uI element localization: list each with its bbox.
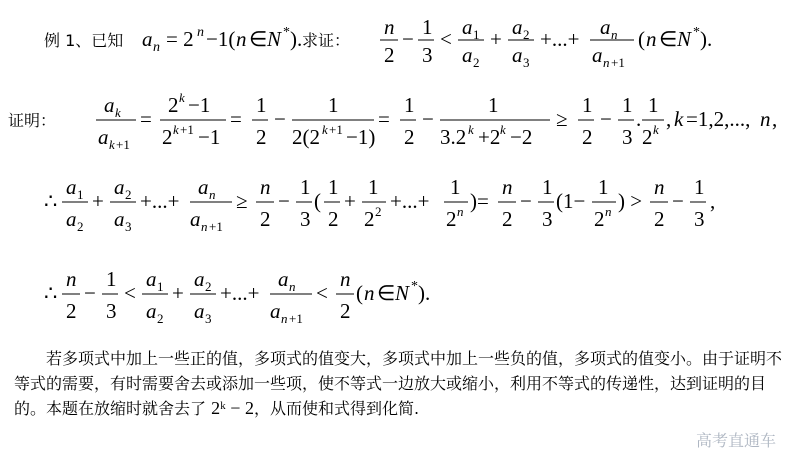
svg-text:=: = xyxy=(140,107,152,131)
svg-text:n: n xyxy=(236,27,247,51)
svg-text:+1: +1 xyxy=(329,122,343,137)
svg-text:k: k xyxy=(115,105,121,120)
svg-text:n: n xyxy=(66,267,77,291)
svg-text:+2: +2 xyxy=(478,125,501,149)
svg-text:1: 1 xyxy=(106,267,117,291)
svg-text:1: 1 xyxy=(368,175,379,199)
svg-text:−: − xyxy=(600,107,612,131)
svg-text:a: a xyxy=(278,267,289,291)
svg-text:3: 3 xyxy=(422,43,433,67)
svg-text:n: n xyxy=(289,279,296,294)
svg-text:a: a xyxy=(512,43,523,67)
svg-text:2: 2 xyxy=(66,299,77,323)
svg-text:1: 1 xyxy=(542,175,553,199)
svg-text:.: . xyxy=(636,107,642,131)
svg-text:≥: ≥ xyxy=(556,107,568,131)
svg-text:1: 1 xyxy=(328,175,339,199)
svg-text:n: n xyxy=(197,25,204,40)
svg-text:−: − xyxy=(278,189,290,213)
svg-text:∈: ∈ xyxy=(659,27,678,51)
paragraph-text: 若多项式中加上一些正的值，多项式的值变大，多项式中加上一些负的值，多项式的值变小。由于证明不等式的需要，有时需要舍去或添加一些项，使不等式一边放大或缩小，利用不等式的传递性，达到证明的目的。本题在放缩时就舍去了 xyxy=(14,349,783,418)
svg-text:∈: ∈ xyxy=(377,281,396,305)
svg-text:2: 2 xyxy=(404,125,415,149)
svg-text:−: − xyxy=(402,27,414,51)
svg-text:2: 2 xyxy=(364,207,375,231)
svg-text:k: k xyxy=(109,137,115,152)
explanation-paragraph xyxy=(14,346,784,421)
svg-text:k: k xyxy=(468,122,474,137)
svg-text:+1: +1 xyxy=(180,122,194,137)
svg-text:2: 2 xyxy=(256,125,267,149)
svg-text:*: * xyxy=(693,25,700,40)
svg-text:n: n xyxy=(611,27,618,42)
svg-text:+1: +1 xyxy=(611,55,625,70)
proof-step-1 xyxy=(8,88,788,162)
svg-text:a: a xyxy=(146,299,157,323)
svg-text:−1(: −1( xyxy=(206,27,236,51)
svg-text:n: n xyxy=(364,281,375,305)
svg-text:2: 2 xyxy=(594,207,605,231)
svg-text:2: 2 xyxy=(375,204,382,219)
svg-text:3.2: 3.2 xyxy=(440,125,467,149)
svg-text:1: 1 xyxy=(473,27,480,42)
svg-text:2: 2 xyxy=(162,125,173,149)
proof-step-2-formula xyxy=(44,170,744,240)
svg-text:1: 1 xyxy=(77,187,84,202)
svg-text:(: ( xyxy=(638,27,645,51)
svg-text:1: 1 xyxy=(328,93,339,117)
svg-text:2: 2 xyxy=(446,207,457,231)
svg-text:∴: ∴ xyxy=(44,189,58,213)
svg-text:*: * xyxy=(283,25,290,40)
svg-text:(: ( xyxy=(314,189,321,213)
svg-text:<: < xyxy=(124,281,136,305)
svg-text:<: < xyxy=(316,281,328,305)
svg-text:n: n xyxy=(153,40,160,55)
svg-text:+1: +1 xyxy=(209,219,223,234)
svg-text:+...+: +...+ xyxy=(140,189,180,213)
svg-text:3: 3 xyxy=(300,207,311,231)
example-statement xyxy=(44,14,744,78)
example-label: 例 1、已知 xyxy=(44,31,124,50)
svg-text:k: k xyxy=(179,90,185,105)
svg-text:3: 3 xyxy=(523,55,530,70)
svg-text:k: k xyxy=(500,122,506,137)
svg-text:n: n xyxy=(502,175,513,199)
svg-text:n: n xyxy=(281,311,288,326)
svg-text:a: a xyxy=(146,267,157,291)
svg-text:=1,2,...,: =1,2,..., xyxy=(686,107,751,131)
svg-text:,: , xyxy=(772,107,778,131)
svg-text:k: k xyxy=(173,122,179,137)
svg-text:3: 3 xyxy=(694,207,705,231)
svg-text:+: + xyxy=(92,189,104,213)
svg-text:2: 2 xyxy=(260,207,271,231)
svg-text:n: n xyxy=(605,204,612,219)
svg-text:a: a xyxy=(194,267,205,291)
svg-text:3: 3 xyxy=(542,207,553,231)
svg-text:−: − xyxy=(520,189,532,213)
prove-label: 求证： xyxy=(302,31,351,50)
proof-step-2 xyxy=(44,170,744,244)
svg-text:a: a xyxy=(114,175,125,199)
svg-text:k: k xyxy=(674,107,684,131)
svg-text:n: n xyxy=(654,175,665,199)
svg-text:2: 2 xyxy=(642,125,653,149)
svg-text:≥: ≥ xyxy=(236,189,248,213)
svg-text:1: 1 xyxy=(422,15,433,39)
svg-text:1: 1 xyxy=(648,93,659,117)
svg-text:a: a xyxy=(142,27,153,51)
svg-text:n: n xyxy=(260,175,271,199)
svg-text:n: n xyxy=(384,15,395,39)
svg-text:2: 2 xyxy=(125,187,132,202)
svg-text:(: ( xyxy=(356,281,363,305)
svg-text:a: a xyxy=(114,207,125,231)
svg-text:3: 3 xyxy=(205,311,212,326)
svg-text:3: 3 xyxy=(106,299,117,323)
svg-text:2: 2 xyxy=(582,125,593,149)
svg-text:N: N xyxy=(395,281,410,305)
svg-text:a: a xyxy=(194,299,205,323)
svg-text:2: 2 xyxy=(157,311,164,326)
svg-text:N: N xyxy=(677,27,692,51)
svg-text:∴: ∴ xyxy=(44,281,58,305)
svg-text:<: < xyxy=(440,27,452,51)
svg-text:=: = xyxy=(378,107,390,131)
svg-text:1: 1 xyxy=(404,93,415,117)
svg-text:+1: +1 xyxy=(289,311,303,326)
svg-text:−: − xyxy=(84,281,96,305)
svg-text:N: N xyxy=(267,27,282,51)
svg-text:2: 2 xyxy=(340,299,351,323)
svg-text:a: a xyxy=(592,43,603,67)
svg-text:a: a xyxy=(198,175,209,199)
svg-text:1: 1 xyxy=(450,175,461,199)
svg-text:n: n xyxy=(340,267,351,291)
proof-step-3-formula xyxy=(44,262,464,332)
svg-text:k: k xyxy=(653,122,659,137)
svg-text:*: * xyxy=(411,279,418,294)
svg-text:a: a xyxy=(270,299,281,323)
svg-text:2: 2 xyxy=(523,27,530,42)
svg-text:).: ). xyxy=(418,281,431,305)
svg-text:a: a xyxy=(512,15,523,39)
svg-text:= 2: = 2 xyxy=(166,27,194,51)
svg-text:2: 2 xyxy=(205,279,212,294)
svg-text:1: 1 xyxy=(256,93,267,117)
svg-text:1: 1 xyxy=(157,279,164,294)
svg-text:3: 3 xyxy=(622,125,633,149)
svg-text:+...+: +...+ xyxy=(220,281,260,305)
svg-text:2: 2 xyxy=(654,207,665,231)
paragraph-expression: 2ᵏ − 2 xyxy=(211,398,254,418)
svg-text:n: n xyxy=(457,204,464,219)
svg-text:,: , xyxy=(710,189,716,213)
svg-text:−1: −1 xyxy=(188,93,211,117)
svg-text:2: 2 xyxy=(473,55,480,70)
svg-text:2: 2 xyxy=(384,43,395,67)
svg-text:a: a xyxy=(66,207,77,231)
example-formula xyxy=(44,14,744,74)
svg-text:a: a xyxy=(66,175,77,199)
svg-text:+...+: +...+ xyxy=(390,189,430,213)
svg-text:n: n xyxy=(201,219,208,234)
svg-text:a: a xyxy=(190,207,201,231)
svg-text:+: + xyxy=(344,189,356,213)
svg-text:,: , xyxy=(666,107,672,131)
svg-text:a: a xyxy=(98,125,109,149)
svg-text:1: 1 xyxy=(622,93,633,117)
svg-text:+: + xyxy=(172,281,184,305)
svg-text:+1: +1 xyxy=(116,137,130,152)
svg-text:n: n xyxy=(603,55,610,70)
svg-text:−1: −1 xyxy=(198,125,221,149)
svg-text:2: 2 xyxy=(77,219,84,234)
svg-text:−: − xyxy=(422,107,434,131)
proof-step-3 xyxy=(44,262,464,336)
proof-label: 证明： xyxy=(8,111,57,130)
paragraph-text-end: ，从而使和式得到化简. xyxy=(253,399,420,418)
svg-text:2(2: 2(2 xyxy=(292,125,320,149)
svg-text:a: a xyxy=(600,15,611,39)
svg-text:).: ). xyxy=(700,27,713,51)
svg-text:1: 1 xyxy=(694,175,705,199)
svg-text:)=: )= xyxy=(470,189,489,213)
svg-text:2: 2 xyxy=(502,207,513,231)
svg-text:a: a xyxy=(462,15,473,39)
svg-text:2: 2 xyxy=(328,207,339,231)
svg-text:1: 1 xyxy=(582,93,593,117)
svg-text:+...+: +...+ xyxy=(540,27,580,51)
svg-text:=: = xyxy=(230,107,242,131)
svg-text:2: 2 xyxy=(168,93,179,117)
svg-text:+: + xyxy=(490,27,502,51)
svg-text:a: a xyxy=(104,93,115,117)
svg-text:∈: ∈ xyxy=(249,27,268,51)
proof-step-1-formula xyxy=(8,88,788,158)
svg-text:1: 1 xyxy=(488,93,499,117)
svg-text:−1): −1) xyxy=(346,125,376,149)
svg-text:n: n xyxy=(646,27,657,51)
svg-text:−: − xyxy=(274,107,286,131)
svg-text:−: − xyxy=(672,189,684,213)
svg-text:(1−: (1− xyxy=(556,189,586,213)
svg-text:1: 1 xyxy=(300,175,311,199)
watermark: 高考直通车 xyxy=(695,431,776,450)
svg-text:) >: ) > xyxy=(618,189,643,213)
svg-text:k: k xyxy=(322,122,328,137)
svg-text:3: 3 xyxy=(125,219,132,234)
svg-text:).: ). xyxy=(290,27,303,51)
svg-text:n: n xyxy=(760,107,771,131)
svg-text:−2: −2 xyxy=(510,125,533,149)
svg-text:1: 1 xyxy=(598,175,609,199)
svg-text:n: n xyxy=(209,187,216,202)
svg-text:a: a xyxy=(462,43,473,67)
